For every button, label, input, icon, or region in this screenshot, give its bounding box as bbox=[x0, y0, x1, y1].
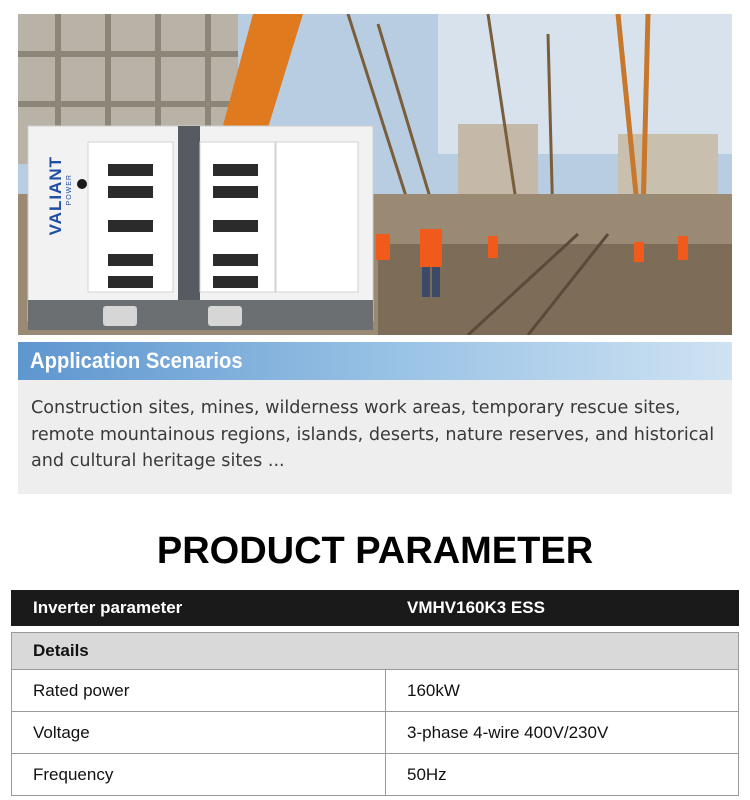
application-scenarios-title: Application Scenarios bbox=[30, 348, 243, 373]
product-parameter-table bbox=[11, 590, 739, 796]
row-value: 3-phase 4-wire 400V/230V bbox=[386, 712, 739, 754]
section-details-label: Details bbox=[12, 633, 739, 670]
row-label: Voltage bbox=[12, 712, 386, 754]
header-model: VMHV160K3 ESS bbox=[386, 591, 739, 626]
table-row bbox=[12, 670, 739, 712]
header-inverter-parameter: Inverter parameter bbox=[12, 591, 386, 626]
product-parameter-title: PRODUCT PARAMETER bbox=[156, 530, 594, 572]
table-row bbox=[12, 754, 739, 796]
brand-logo-text: VALIANT bbox=[46, 156, 65, 236]
application-scenarios-text: Construction sites, mines, wilderness work areas, temporary rescue sites, remote mountainous regions, islands, deserts, nature reserves, and historical and cultural heritage sites ... bbox=[31, 398, 715, 471]
application-scenarios-body bbox=[18, 380, 732, 494]
row-label: Frequency bbox=[12, 754, 386, 796]
construction-scene-illustration bbox=[18, 14, 732, 335]
hero-image bbox=[18, 14, 732, 335]
row-label: Rated power bbox=[12, 670, 386, 712]
table-section-row bbox=[12, 633, 739, 670]
brand-logo-subtext: POWER bbox=[66, 174, 73, 206]
table-row bbox=[12, 712, 739, 754]
table-header-row bbox=[12, 591, 739, 626]
row-value: 160kW bbox=[386, 670, 739, 712]
row-value: 50Hz bbox=[386, 754, 739, 796]
application-scenarios-header bbox=[18, 342, 732, 380]
